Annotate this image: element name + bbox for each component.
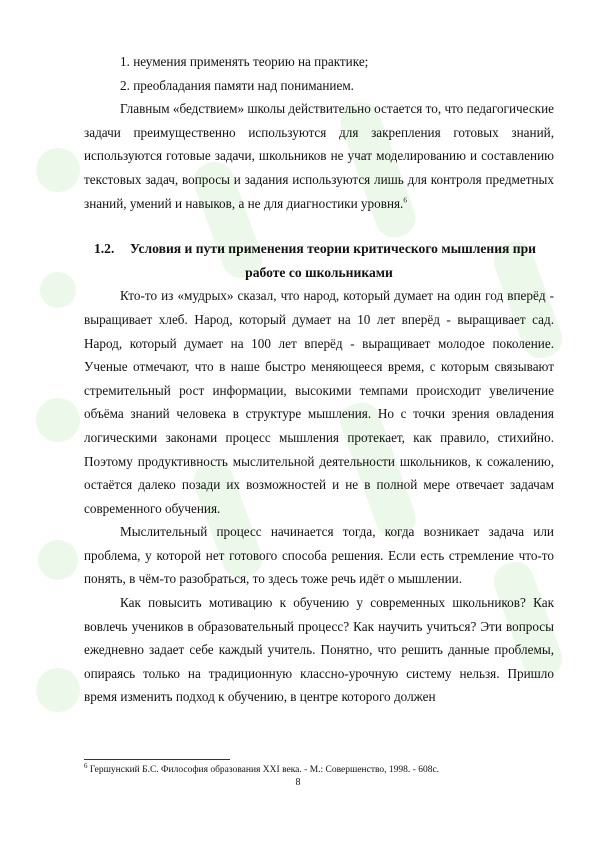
- footnote-mark: 6: [84, 761, 88, 770]
- page-number: 8: [295, 777, 301, 788]
- list-item: 1. неумения применять теорию на практике;: [120, 54, 369, 69]
- footnote-text: Гершунский Б.С. Философия образования XXI века. - М.: Совершенство, 1998. - 608с.: [87, 765, 440, 775]
- footnote-reference[interactable]: 6: [403, 196, 407, 205]
- paragraph: Мыслительный процесс начинается тогда, когда возникает задача или проблема, у которой нет готового способа решения. Если есть стремление что-то понять, в чём-то разобраться, то здесь тоже речь идёт о мышлении.: [84, 524, 554, 587]
- section-heading: [84, 237, 554, 284]
- paragraph: Как повысить мотивацию к обучению у современных школьников? Как вовлечь учеников в образовательный процесс? Как научить учиться? Эти вопросы ежедневно задает себе каждый учитель. Понятно, что решить данные проблемы, опираясь только на традиционную классно-урочную систему нельзя. Пришло время изменить подход к обучению, в центре которого должен: [84, 595, 554, 705]
- section-number: 1.2.: [93, 241, 115, 257]
- footnote-divider: [84, 759, 230, 760]
- paragraph-text: Главным «бедствием» школы действительно остается то, что педагогические задачи преимущественно используются для закрепления готовых знаний, используются готовые задачи, школьников не учат моделированию и составлению текстовых задач, вопросы и задания используются лишь для контроля предметных знаний, умений и навыков, а не для диагностики уровня.: [84, 101, 554, 211]
- paragraph: Кто-то из «мудрых» сказал, что народ, который думает на один год вперёд - выращивает хлеб. Народ, который думает на 10 лет вперёд - выращивает сад. Народ, который думает на 100 лет вперёд - выращивает молодое поколение. Ученые отмечают, что в наше быстро меняющееся время, с которым связывают стремительный рост информации, высокими темпами происходит увеличение объёма знаний человека в структуре мышления. Но с точки зрения овладения логическими законами процесс мышления протекает, как правило, стихийно. Поэтому продуктивность мыслительной деятельности школьников, к сожалению, остаётся далеко позади их возможностей и не в полной мере отвечает задачам современного обучения.: [84, 288, 554, 516]
- list-item: 2. преобладания памяти над пониманием.: [120, 77, 354, 93]
- main-text: [84, 50, 554, 709]
- section-title: Условия и пути применения теории критического мышления при работе со школьниками: [129, 241, 537, 280]
- paragraph: [84, 97, 554, 215]
- footnote: [84, 761, 554, 776]
